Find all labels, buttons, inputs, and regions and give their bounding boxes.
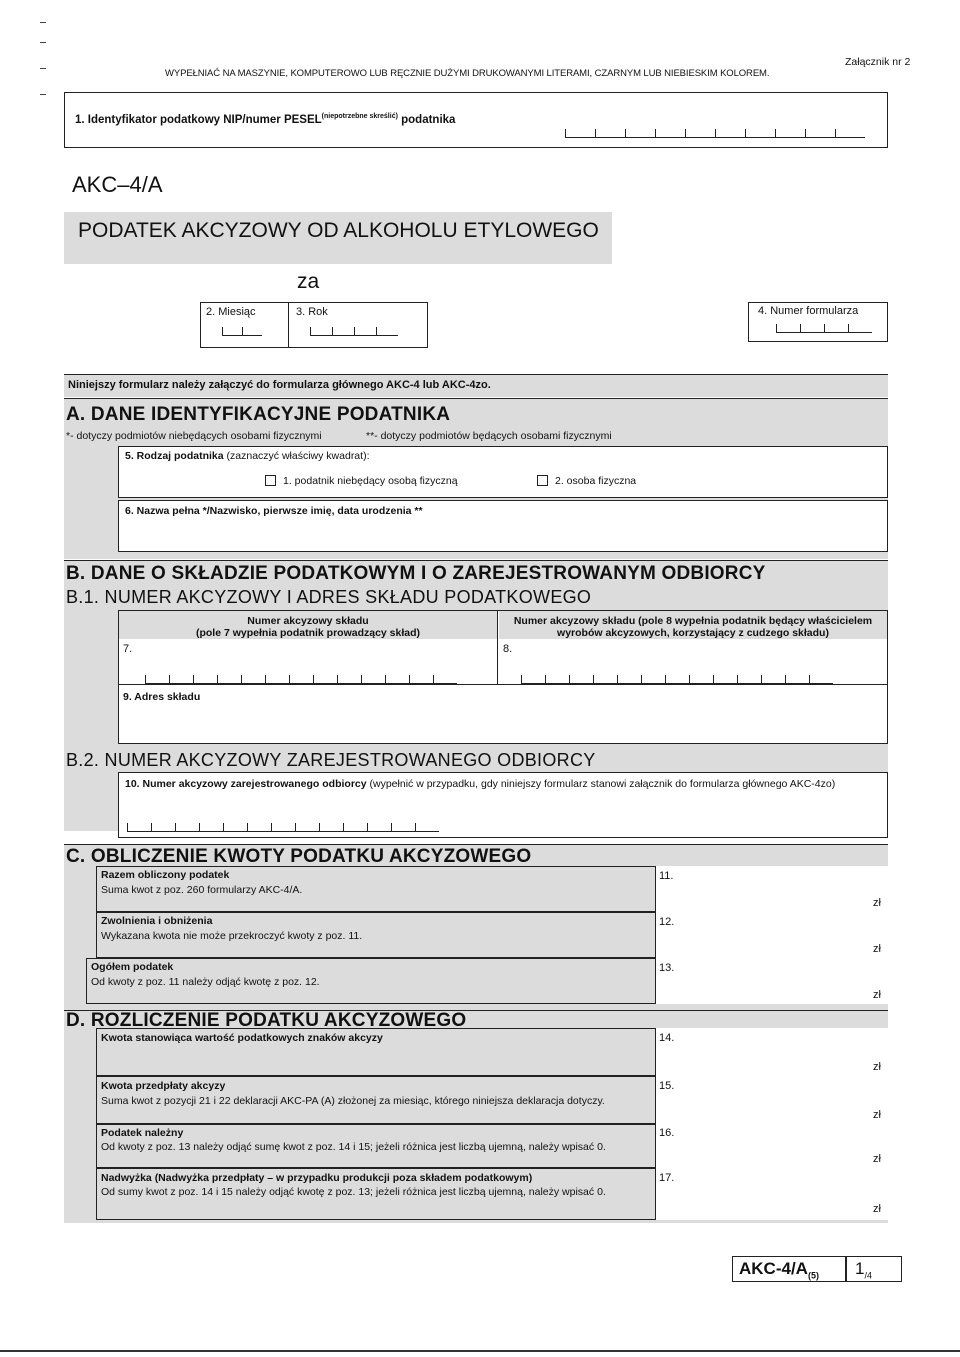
margin-mark <box>40 94 46 95</box>
amount-input-12[interactable] <box>655 912 890 958</box>
attachment-label: Załącznik nr 2 <box>845 56 911 68</box>
section-b-title: B. DANE O SKŁADZIE PODATKOWYM I O ZAREJESTROWANYM ODBIORCY <box>66 563 766 584</box>
field7-input[interactable] <box>145 675 457 684</box>
taxpayer-type-label: 5. Rodzaj podatnika (zaznaczyć właściwy kwadrat): <box>125 450 370 462</box>
footer-page-text: $1_{/4}$ <box>855 1259 872 1281</box>
field-number: 14. <box>659 1032 675 1044</box>
field7-header: Numer akcyzowy składu (pole 7 wypełnia podatnik prowadzący skład) <box>195 615 421 639</box>
row-title: Nadwyżka (Nadwyżka przedpłaty – w przypadku produkcji poza składem podatkowym) <box>101 1172 533 1184</box>
field7-number: 7. <box>123 643 133 655</box>
registered-recipient-label: 10. Numer akcyzowy zarejestrowanego odbiorcy (wypełnić w przypadku, gdy niniejszy formularz stanowi załącznik do formularza głównego AKC-4zo) <box>125 778 836 790</box>
taxpayer-type-field <box>118 446 888 498</box>
amount-input-17[interactable] <box>655 1168 890 1220</box>
field-divider <box>497 611 498 691</box>
year-input[interactable] <box>310 327 398 336</box>
row-desc: Wykazana kwota nie może przekroczyć kwoty z poz. 11. <box>101 930 363 942</box>
row-title: Ogółem podatek <box>91 961 174 973</box>
field-number: 13. <box>659 962 675 974</box>
registered-recipient-input[interactable] <box>127 823 439 832</box>
currency-unit: zł <box>873 897 881 909</box>
field8-header: Numer akcyzowy składu (pole 8 wypełnia podatnik będący właścicielem wyrobów akcyzowych, korzystający z cudzego składu) <box>513 615 873 639</box>
settle-row-14 <box>96 1028 888 1076</box>
option-person-checkbox[interactable] <box>537 475 548 486</box>
amount-input-14[interactable] <box>655 1028 890 1076</box>
nip-pesel-digit-boxes[interactable] <box>565 129 865 138</box>
row-desc: Od kwoty z poz. 13 należy odjąć sumę kwot z poz. 14 i 15; jeżeli różnica jest liczbą ujemną, należy wpisać 0. <box>101 1141 606 1153</box>
settle-row-15 <box>96 1076 888 1124</box>
margin-mark <box>40 68 46 69</box>
month-input[interactable] <box>222 327 262 336</box>
nip-pesel-field[interactable] <box>64 92 888 148</box>
option-entity-checkbox[interactable] <box>265 475 276 486</box>
currency-unit: zł <box>873 1203 881 1215</box>
section-b1-title: B.1. NUMER AKCYZOWY I ADRES SKŁADU PODATKOWEGO <box>66 587 592 607</box>
za-label: za <box>297 270 320 293</box>
fill-instruction: WYPEŁNIAĆ NA MASZYNIE, KOMPUTEROWO LUB RĘCZNIE DUŻYMI DRUKOWANYMI LITERAMI, CZARNYM LUB NIEBIESKIM KOLOREM. <box>165 68 770 79</box>
row-title: Podatek należny <box>101 1127 184 1139</box>
row-title: Kwota przedpłaty akcyzy <box>101 1080 226 1092</box>
amount-input-15[interactable] <box>655 1076 890 1124</box>
row-title: Razem obliczony podatek <box>101 869 230 881</box>
currency-unit: zł <box>873 943 881 955</box>
calc-row-12 <box>96 912 888 958</box>
field8-input[interactable] <box>521 675 833 684</box>
form-code: AKC–4/A <box>72 172 163 197</box>
field-number: 17. <box>659 1172 675 1184</box>
footnote-entity: *- dotyczy podmiotów niebędących osobami fizycznymi <box>66 430 322 442</box>
footnote-person: **- dotyczy podmiotów będących osobami fizycznymi <box>366 430 612 442</box>
settle-row-16 <box>96 1124 888 1168</box>
excise-number-fields <box>118 610 888 692</box>
warehouse-address-field[interactable] <box>118 684 888 744</box>
form-number-label: 4. Numer formularza <box>758 305 859 317</box>
amount-input-16[interactable] <box>655 1124 890 1168</box>
calc-row-11 <box>96 866 888 912</box>
margin-mark <box>40 42 46 43</box>
margin-mark <box>40 22 46 23</box>
row-desc: Suma kwot z poz. 260 formularzy AKC-4/A. <box>101 884 303 896</box>
footer-form-code <box>732 1256 846 1282</box>
currency-unit: zł <box>873 1061 881 1073</box>
attachment-note: Niniejszy formularz należy załączyć do formularza głównego AKC-4 lub AKC-4zo. <box>68 379 491 391</box>
section-d-title: D. ROZLICZENIE PODATKU AKCYZOWEGO <box>66 1010 467 1031</box>
calc-row-13 <box>86 958 888 1004</box>
row-title: Zwolnienia i obniżenia <box>101 915 213 927</box>
section-c-title: C. OBLICZENIE KWOTY PODATKU AKCYZOWEGO <box>66 846 532 867</box>
row-desc: Od sumy kwot z poz. 14 i 15 należy odjąć kwotę z poz. 13; jeżeli różnica jest liczbą ujemną, należy wpisać 0. <box>101 1186 606 1198</box>
field-number: 12. <box>659 916 675 928</box>
row-title: Kwota stanowiąca wartość podatkowych znaków akcyzy <box>101 1032 383 1044</box>
nip-pesel-label: 1. Identyfikator podatkowy NIP/numer $PESEL^{(niepotrzebne skreślić)}$ podatnika <box>75 113 456 126</box>
name-label: 6. Nazwa pełna */Nazwisko, pierwsze imię, data urodzenia ** <box>125 505 423 517</box>
section-a-title: A. DANE IDENTYFIKACYJNE PODATNIKA <box>66 404 451 425</box>
footer-code-text: AKC-$4/A_{(5)}$ <box>739 1259 819 1281</box>
amount-input-13[interactable] <box>655 958 890 1004</box>
field8-number: 8. <box>503 643 513 655</box>
row-desc: Suma kwot z pozycji 21 i 22 deklaracji AKC-PA (A) złożonej za miesiąc, którego niniejsza deklaracja dotyczy. <box>101 1095 605 1107</box>
section-b2-title: B.2. NUMER AKCYZOWY ZAREJESTROWANEGO ODBIORCY <box>66 750 596 770</box>
month-label: 2. Miesiąc <box>206 306 256 318</box>
field-number: 11. <box>659 870 674 882</box>
scan-edge-line <box>0 1350 960 1352</box>
option-entity-label: 1. podatnik niebędący osobą fizyczną <box>283 475 458 487</box>
amount-input-11[interactable] <box>655 866 890 912</box>
field-number: 15. <box>659 1080 675 1092</box>
period-divider <box>288 302 289 348</box>
registered-recipient-field <box>118 772 888 838</box>
warehouse-address-label: 9. Adres składu <box>123 691 201 703</box>
currency-unit: zł <box>873 1153 881 1165</box>
field-number: 16. <box>659 1127 675 1139</box>
row-desc: Od kwoty z poz. 11 należy odjąć kwotę z poz. 12. <box>91 976 320 988</box>
settle-row-17 <box>96 1168 888 1220</box>
currency-unit: zł <box>873 989 881 1001</box>
option-person-label: 2. osoba fizyczna <box>555 475 637 487</box>
form-number-input[interactable] <box>776 324 872 333</box>
form-title: PODATEK AKCYZOWY OD ALKOHOLU ETYLOWEGO <box>78 219 599 242</box>
name-field[interactable] <box>118 500 888 552</box>
currency-unit: zł <box>873 1109 881 1121</box>
year-label: 3. Rok <box>296 306 328 318</box>
footer-page-number <box>846 1256 902 1282</box>
